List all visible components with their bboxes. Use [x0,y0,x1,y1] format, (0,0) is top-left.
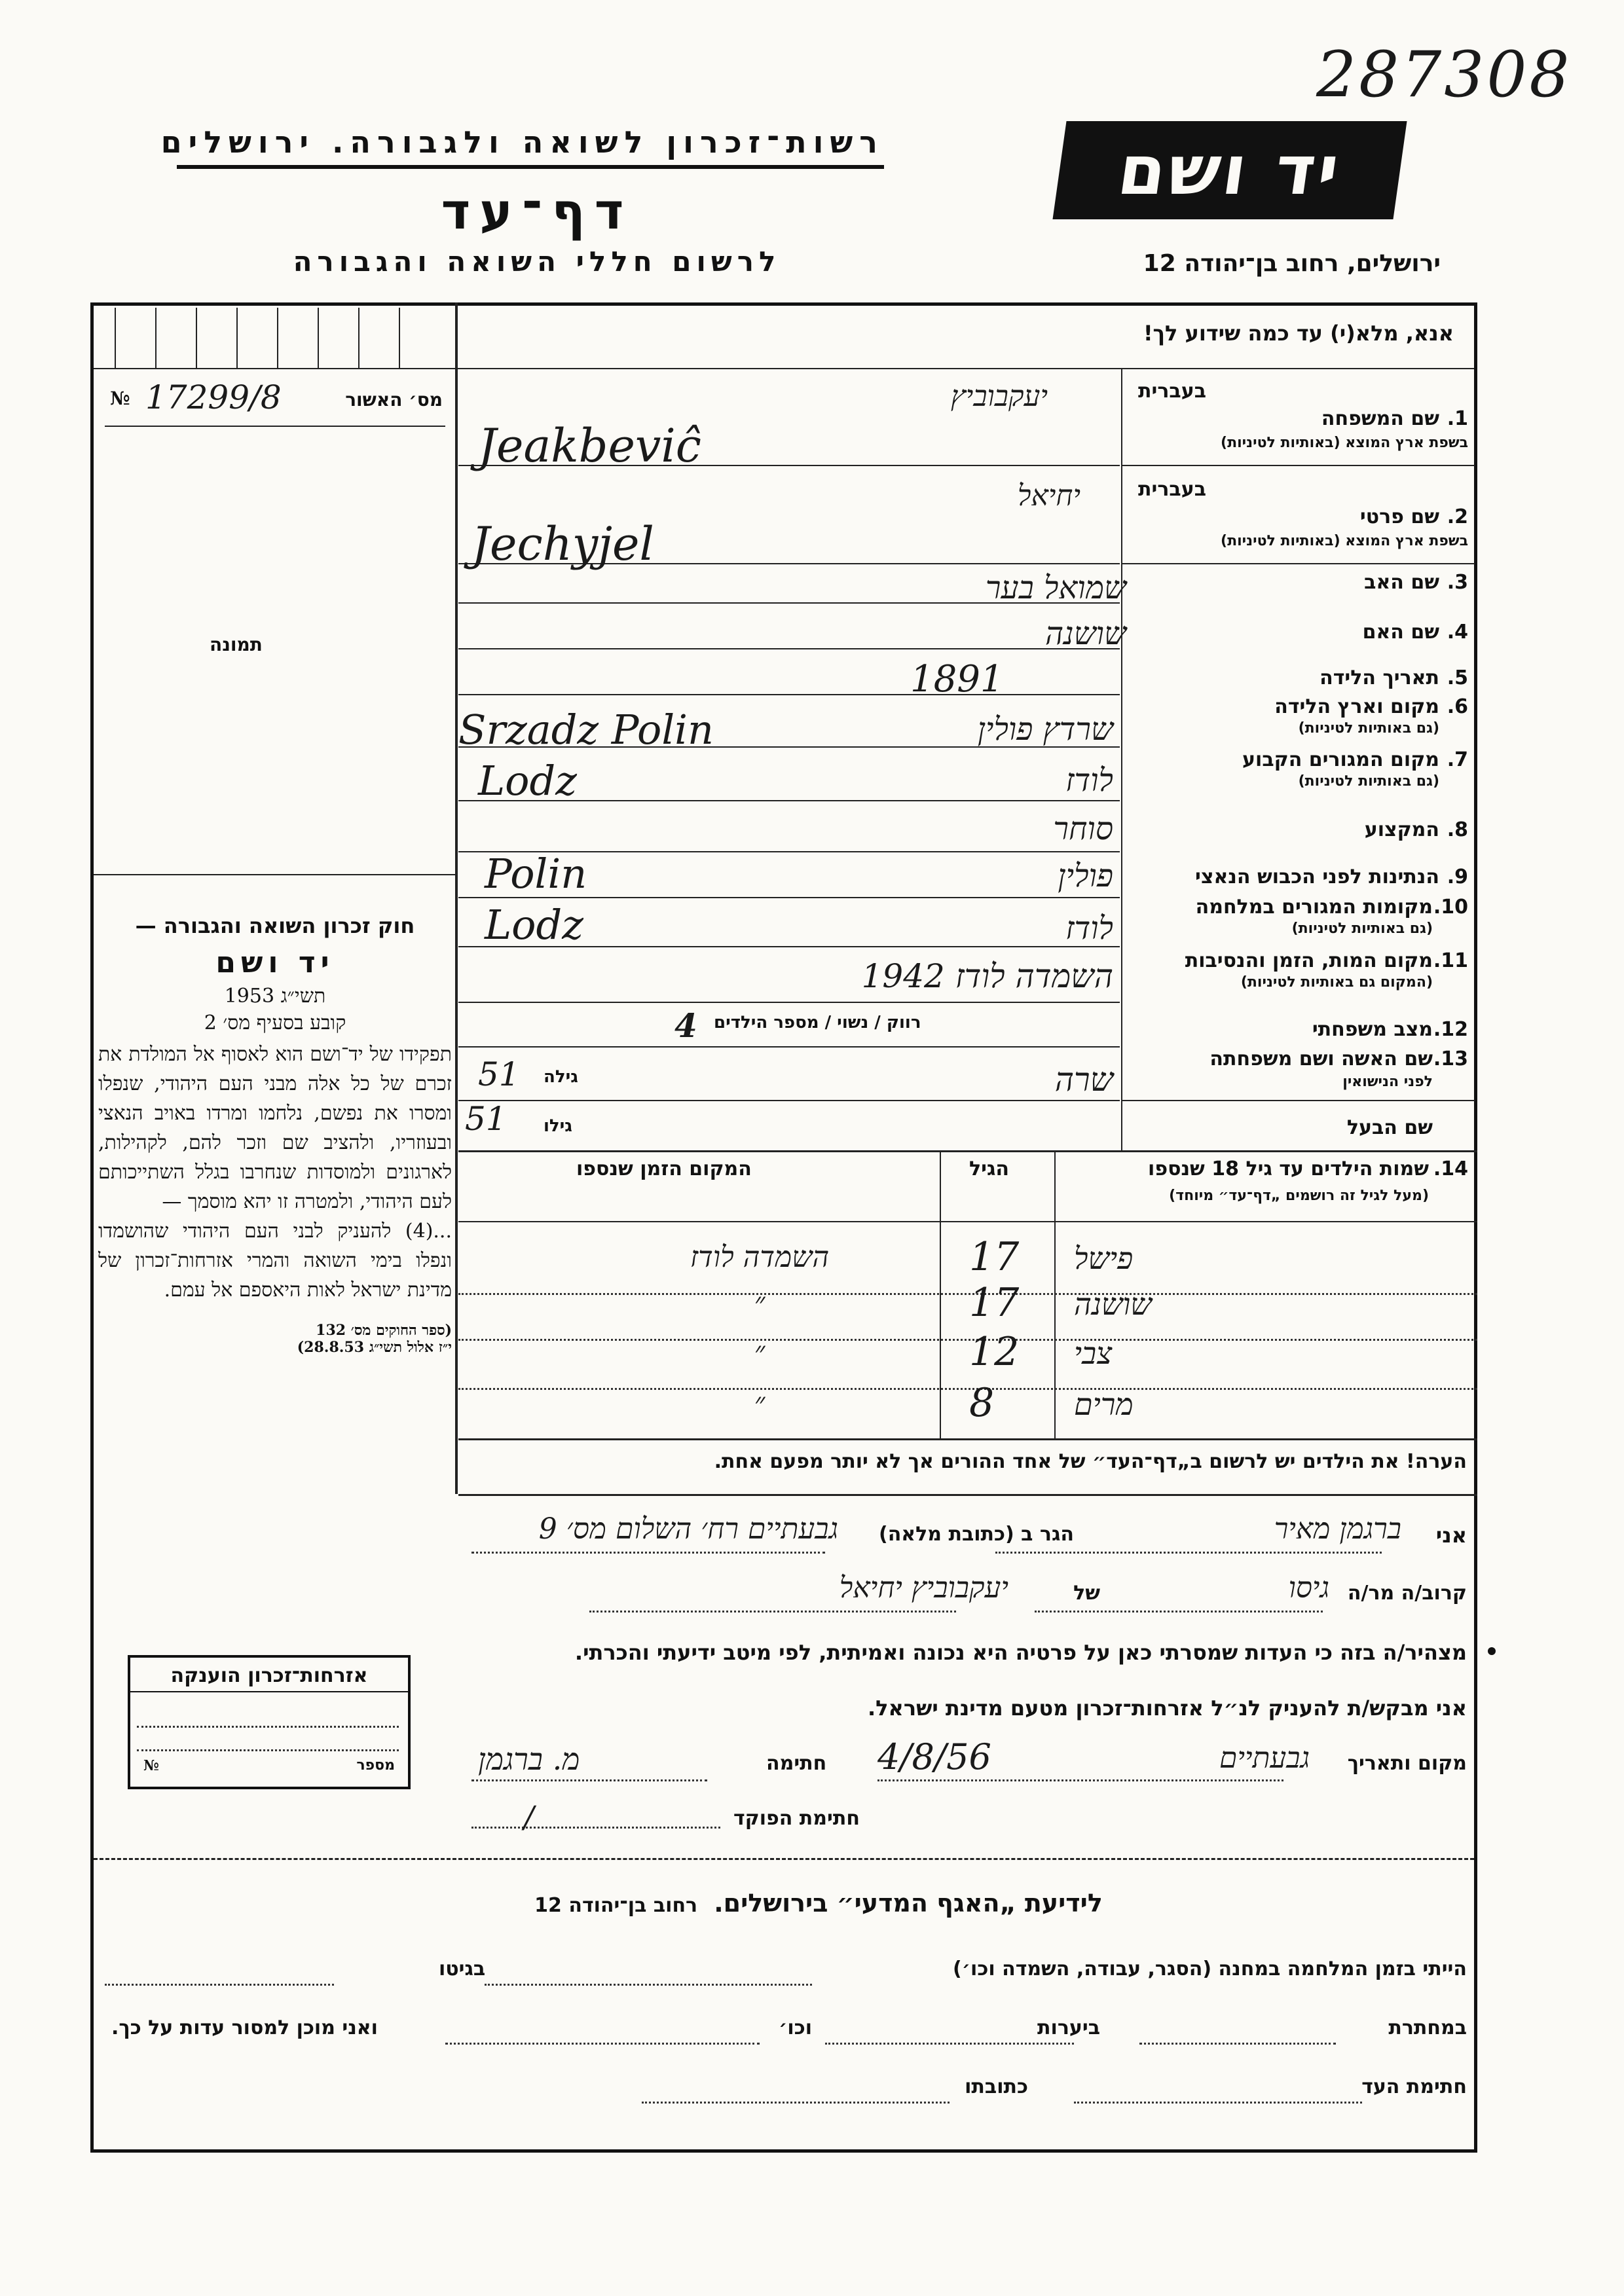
field-6-num: 6. [1447,695,1468,718]
declarant-address: גבעתיים רח׳ השלום מס׳ 9 [538,1512,838,1546]
field-12-num: 12. [1433,1018,1468,1041]
field-5-num: 5. [1447,666,1468,689]
law-sidebar [98,913,452,1356]
footer-underground-line [1139,2043,1336,2045]
field-6 [1121,695,1468,748]
footer-forests-label: ביערות [1037,2016,1100,2039]
remark-text: הערה! את הילדים יש לרשום ב„דף־העד״ של אחד ההורים אך לא יותר מפעם אחת. [714,1450,1467,1473]
field-rule [458,694,1120,695]
children-title: שמות הילדים עד גיל 18 שנספו [1148,1157,1429,1180]
husband-age-label: גילו [544,1116,572,1136]
residence-latin: Lodz [478,757,577,805]
officer-signature-line [471,1827,720,1829]
field-6-sub: (גם באותיות לטיניות) [1298,720,1439,737]
child-death-place: ״ [754,1336,766,1369]
children-place-header: המקום הזמן שנספו [576,1157,752,1180]
child-name: פישל [1074,1241,1134,1276]
husband-age: 51 [465,1100,507,1138]
child-age: 8 [969,1380,995,1426]
family-status-options: רווק / נשוי / מספר הילדים [714,1013,921,1032]
field-13-sub: לפני הנישואין [1342,1074,1433,1090]
field-5 [1121,666,1468,699]
serial-number: 287308 [1316,38,1572,111]
field-7 [1121,748,1468,801]
officer-mark: / [524,1799,534,1834]
field-11 [1121,949,1468,1002]
officer-signature-label: חתימת הפוקד [733,1807,860,1830]
wife-age-label: גילה [544,1067,578,1087]
children-header [1056,1157,1468,1216]
field-12-label: מצב משפחתי [1312,1018,1433,1041]
field-13-num: 13. [1433,1048,1468,1070]
field-13 [1121,1048,1468,1100]
field-8 [1121,818,1468,851]
tick-mark [236,308,238,368]
form-title: דף־עד [441,182,633,240]
field-rule [458,1002,1120,1003]
intro-text: אנא, מלא(י) עד כמה שידוע לך! [1143,321,1454,346]
org-line: רשות־זכרון לשואה ולגבורה. ירושלים [177,124,884,169]
child-name: צבי [1074,1336,1113,1371]
label-rule [1121,1100,1475,1101]
child-name: מרים [1074,1387,1134,1422]
footer-separator [94,1858,1474,1860]
footer-forests-line [825,2043,1074,2045]
field-1 [1121,380,1468,465]
footer-witness-address-label: כתובתו [965,2075,1028,2098]
law-title: חוק זכרון השואה והגבורה — [135,913,415,938]
label-rule [1121,465,1475,466]
field-9 [1121,866,1468,898]
of-label: של [1073,1582,1100,1605]
footer-witness-address-line [642,2102,950,2104]
form-subtitle: לרשום חללי השואה והגבורה [293,246,781,278]
field-4 [1121,621,1468,653]
tick-mark [196,308,197,368]
citizenship-hebrew: פולין [1058,858,1113,894]
footer-witness-signature-label: חתימת העד [1361,2075,1467,2098]
tick-mark [399,308,400,368]
child-death-place: השמדה לודז [690,1241,830,1274]
field-1-sub: בשפת ארץ המוצא (באותיות לטיניות) [1221,435,1468,451]
tick-mark [277,308,278,368]
field-2 [1121,478,1468,563]
citizenship-number-label: מספר [356,1757,395,1774]
relative-label: קרוב/ה מר/ה [1347,1582,1467,1605]
wartime-residence-latin: Lodz [485,901,583,949]
approval-label: מס׳ האשור [345,389,443,410]
firstname-hebrew: יחיאל [1017,479,1080,513]
children-count: 4 [674,1006,697,1045]
field-10-sub: (גם באותיות לטיניות) [1291,920,1433,937]
approval-number: 17299/8 [145,378,282,416]
child-name: שושנה [1074,1286,1152,1322]
field-7-sub: (גם באותיות לטיניות) [1298,773,1439,790]
children-num: 14. [1433,1157,1468,1180]
field-rule [458,1046,1120,1048]
approval-prefix: № [110,388,130,409]
field-3 [1121,571,1468,604]
children-header-bottom [458,1221,1477,1222]
photo-label: תמונה [210,634,263,655]
tick-mark [155,308,157,368]
signature-line [471,1779,707,1781]
husband-label: שם הבעל [1346,1116,1433,1139]
declaration-statement: מצהיר/ה בזה כי העדות שמסרתי כאן על פרטיה היא נכונה ואמיתית, לפי מיטב ידיעתי והכרתי. [574,1640,1467,1665]
mother-name: שושנה [1045,615,1126,652]
footer-line-1 [98,1958,1467,1997]
bullet-dot [1488,1647,1496,1655]
birth-year: 1891 [910,658,1004,701]
header-address: ירושלים, רחוב בן־יהודה 12 [1143,250,1441,277]
tick-row-bottom [94,368,455,369]
footer-etc-line [445,2043,760,2045]
field-2-hebrew-tag: בעברית [1138,478,1206,501]
field-7-num: 7. [1447,748,1468,771]
place-date-label: מקום ותאריך [1347,1752,1467,1775]
field-5-label: תאריך הלידה [1320,666,1439,689]
left-column-divider [455,302,458,1494]
relative-of: יעקבוביץ יחיאל [839,1571,1008,1605]
field-13-label: שם האשה ושם משפחתה [1209,1048,1433,1070]
tick-mark [318,308,319,368]
field-2-num: 2. [1447,505,1468,528]
logo-text: יד ושם [1113,130,1347,210]
citizenship-blank-line-2 [137,1749,399,1751]
child-age: 17 [969,1280,1020,1326]
children-note: (מעל לגיל זה רושמים „דף־עד״ מיוחד) [1169,1188,1429,1204]
tick-mark [358,308,360,368]
field-10-num: 10. [1433,896,1468,919]
approval-underline [105,426,445,427]
declaration-ani: אני [1435,1523,1467,1548]
field-12 [1121,1018,1468,1051]
children-table-top [458,1150,1477,1152]
sign-place: גבעתיים [1219,1741,1310,1775]
law-text: תפקידו של יד־ושם הוא לאסוף אל המולדת את זכרם של כל אלה מבני העם היהודי, שנפלו ומסרו את נפשם, נלחמו ומרדו באויב הנאצי ובעוזריו, ולהציב שם וזכר להם, לקהילות, לארגונים ולמוסדות שנחרבו בגלל השתייכותם לעם היהודי, ולמטרה זו יהא מוסמך — [98,1043,452,1213]
field-7-label: מקום המגורים הקבוע [1242,748,1439,771]
sign-date: 4/8/56 [877,1736,991,1777]
wife-name: שרה [1054,1061,1113,1099]
relation: גיסו [1288,1571,1329,1605]
family-status-row [458,1006,1113,1045]
footer-line-3 [98,2075,1467,2115]
footer-camp-line [485,1984,812,1986]
footer-ghetto-label: בגיטו [439,1958,486,1980]
remark-top [458,1438,1477,1440]
field-8-num: 8. [1447,818,1468,841]
field-9-label: הנתינות לפני הכבוש הנאצי [1195,866,1439,888]
field-2-label: שם פרטי [1359,505,1439,528]
yad-vashem-logo [1052,121,1407,219]
header-org-block [160,124,884,169]
field-3-num: 3. [1447,571,1468,594]
place-date-line [877,1779,1283,1781]
field-husband [1121,1116,1468,1149]
footer-title: לידיעת „האגף המדעי״ בירושלים. [714,1889,1103,1918]
residence-hebrew: לודז [1065,762,1113,799]
declarant-name: ברגמן מאיר [1274,1512,1401,1546]
field-11-label: מקום המות, הזמן והנסיבות [1185,949,1433,972]
child-death-place: ״ [754,1387,766,1420]
declarant-address-line [471,1552,825,1554]
field-1-label: שם המשפחה [1321,407,1439,430]
field-3-label: שם האב [1364,571,1439,594]
footer-line-2 [98,2016,1467,2056]
declarant-name-line [995,1552,1382,1554]
citizenship-latin: Polin [485,850,587,898]
field-11-sub: (המקום גם באותיות לטיניות) [1240,974,1433,991]
relative-of-line [589,1611,956,1613]
signature-label: חתימה [766,1752,827,1775]
law-clause: קובע בסעיף מס׳ 2 [204,1011,346,1034]
birthplace-hebrew: שרדץ פולין [977,711,1113,748]
wife-age: 51 [478,1055,520,1093]
field-4-num: 4. [1447,621,1468,644]
wartime-residence-hebrew: לודז [1065,910,1113,947]
citizenship-blank-line-1 [137,1726,399,1728]
law-year: תשי״ג 1953 [224,985,326,1008]
field-10-label: מקומות המגורים במלחמה [1195,896,1433,919]
footer-ghetto-line [105,1984,334,1986]
citizenship-no-sign: № [143,1757,159,1774]
field-11-num: 11. [1433,949,1468,972]
children-age-header: הגיל [969,1157,1009,1180]
tick-mark [115,308,116,368]
field-4-label: שם האם [1362,621,1439,644]
law-logo: יד ושם [215,946,335,979]
signature: מ. ברגמן [478,1741,580,1777]
firstname-latin: Jechyjel [471,517,654,571]
child-death-place: ״ [754,1286,766,1320]
surname-hebrew: יעקבוביץ [950,380,1048,413]
label-rule [1121,563,1475,564]
law-ref-date: י״ז אלול תשי״ג 28.8.53) [297,1339,452,1356]
field-6-label: מקום וארץ הלידה [1274,695,1439,718]
father-name: שמואל בער [985,570,1126,606]
field-2-sub: בשפת ארץ המוצא (באותיות לטיניות) [1221,533,1468,549]
footer-etc-label: וכו׳ [779,2016,812,2039]
profession: סוחר [1053,811,1113,847]
approval-block [105,378,445,424]
remark-bottom [458,1494,1477,1496]
surname-latin: Jeakbeviĉ [478,419,702,473]
declaration-request: אני מבקש/ת להעניק לנ״ל אזרחות־זכרון מטעם מדינת ישראל. [868,1696,1467,1721]
citizenship-box [128,1655,411,1789]
child-age: 17 [969,1234,1020,1280]
field-1-hebrew-tag: בעברית [1138,380,1206,403]
footer-witness-signature-line [1074,2102,1362,2104]
footer-address: רחוב בן־יהודה 12 [534,1894,698,1917]
field-10 [1121,896,1468,948]
footer-underground-label: במחתרת [1388,2016,1467,2039]
child-age: 12 [969,1329,1020,1375]
citizenship-title: אזרחות־זכרון הוענקה [130,1664,408,1692]
law-ref: (ספר החוקים מס׳ 132 [316,1322,452,1339]
footer-testimony-label: ואני מוכן למסור עדות על כך. [111,2016,378,2039]
field-8-label: המקצוע [1364,818,1439,841]
relation-line [1035,1611,1323,1613]
field-9-num: 9. [1447,866,1468,888]
footer-title-row [458,1889,1179,1918]
law-clause-4: ...(4) להעניק לבני העם היהודי שהושמדו ונפלו בימי השואה והמרי אזרחות־זכרון של מדינת ישראל לאות היאספם אל עמם. [98,1220,452,1302]
intro-row-bottom [455,368,1474,369]
photo-box-bottom [94,874,455,875]
field-1-num: 1. [1447,407,1468,430]
birthplace-latin: Srzadz Polin [458,706,714,754]
footer-camp-label: הייתי בזמן המלחמה במחנה (הסגר, עבודה, השמדה וכו׳) [953,1958,1467,1980]
residing-label: הגר ב (כתובת מלאה) [878,1523,1074,1546]
death-place-time: השמדה לודז 1942 [861,957,1113,995]
field-rule [458,1100,1120,1101]
